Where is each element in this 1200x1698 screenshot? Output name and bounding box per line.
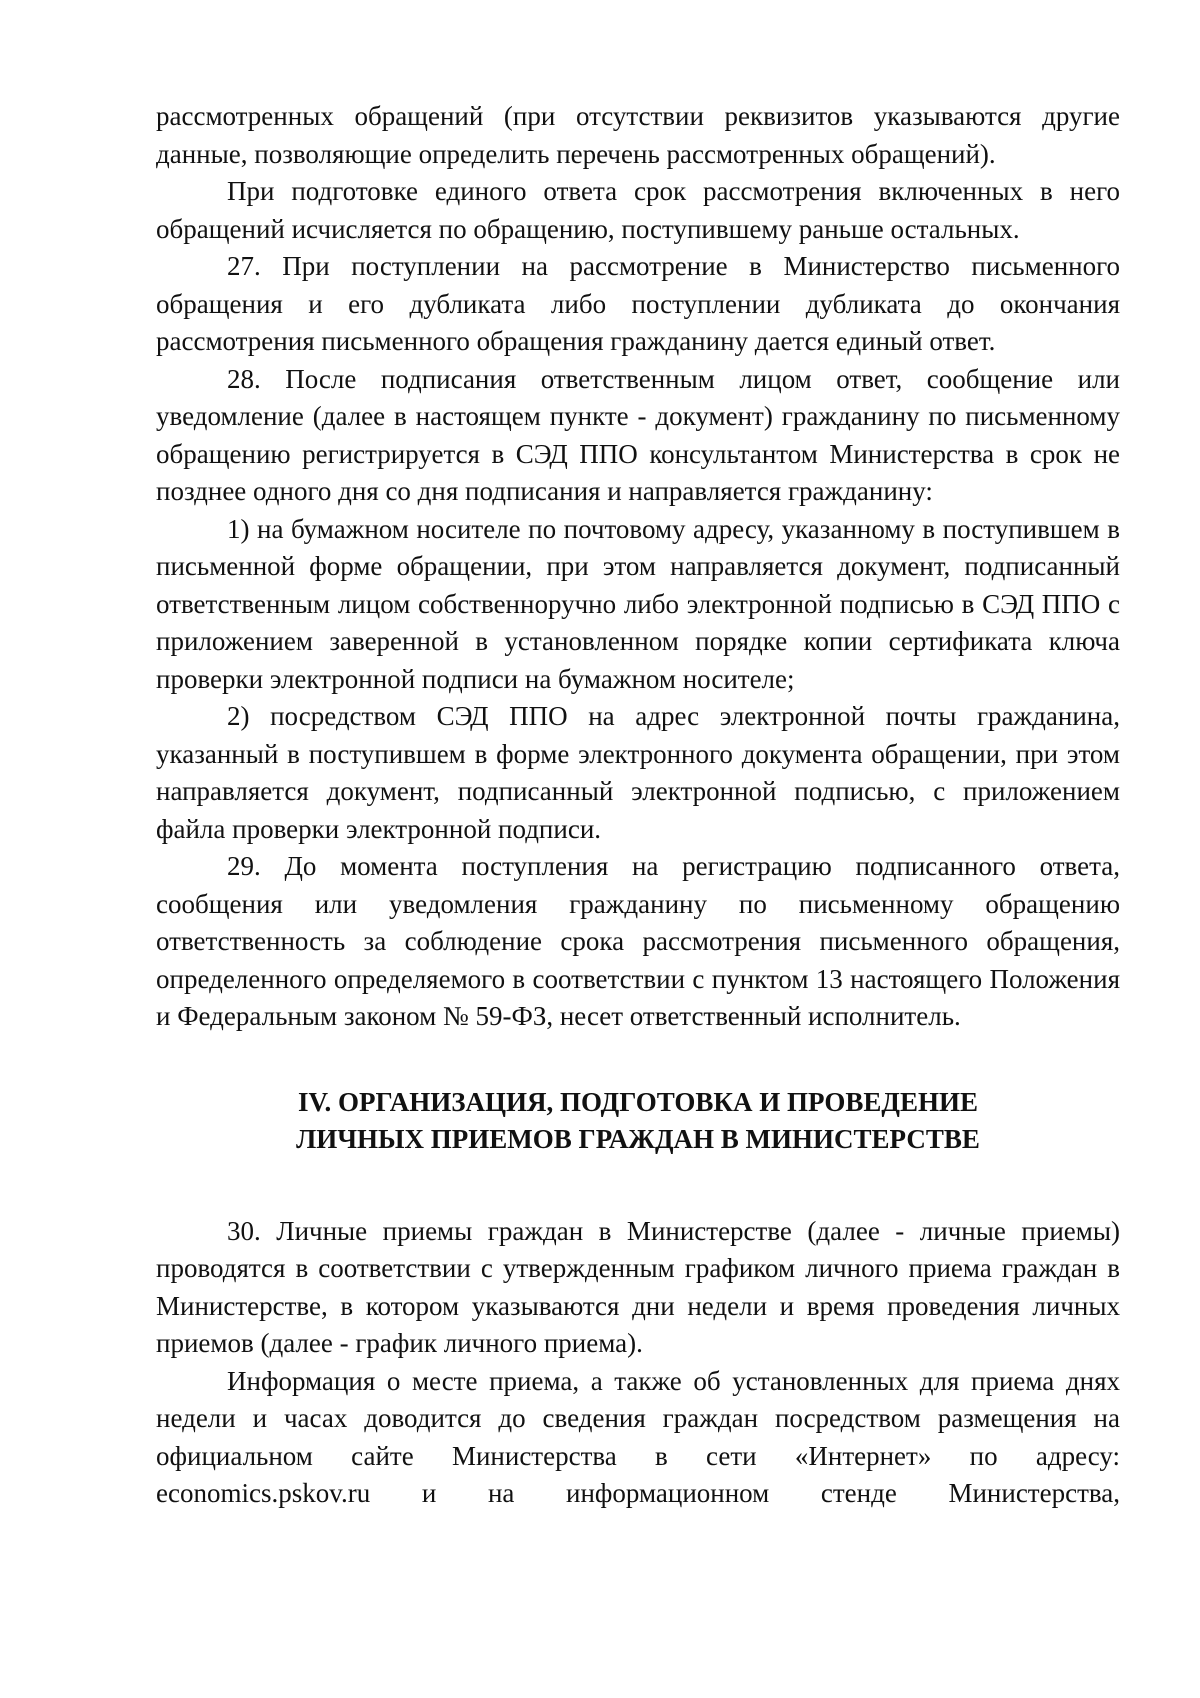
paragraph-info: Информация о месте приема, а также об установленных для приема днях недели и часах доводится до сведения граждан посредством размещения на официальном сайте Министерства в сети «Интернет» по адресу: economics.pskov.ru и на информационном стенде Министерства,	[156, 1365, 1120, 1508]
section-heading-line-1: IV. ОРГАНИЗАЦИЯ, ПОДГОТОВКА И ПРОВЕДЕНИЕ	[298, 1086, 978, 1117]
document-page	[156, 98, 1120, 1513]
paragraph-28: 28. После подписания ответственным лицом ответ, сообщение или уведомление (далее в настоящем пункте - документ) гражданину по письменному обращению регистрируется в СЭД ППО консультантом Министерства в срок не позднее одного дня со дня подписания и направляется гражданину:	[156, 363, 1120, 506]
paragraph-30: 30. Личные приемы граждан в Министерстве (далее - личные приемы) проводятся в соответствии с утвержденным графиком личного приема граждан в Министерстве, в котором указываются дни недели и время проведения личных приемов (далее - график личного приема).	[156, 1215, 1120, 1358]
paragraph-29: 29. До момента поступления на регистрацию подписанного ответа, сообщения или уведомления гражданину по письменному обращению ответственность за соблюдение срока рассмотрения письменного обращения, определенного определяемого в соответствии с пунктом 13 настоящего Положения и Федеральным законом № 59-ФЗ, несет ответственный исполнитель.	[156, 851, 1120, 1031]
paragraph-continued: рассмотренных обращений (при отсутствии реквизитов указываются другие данные, позволяющие определить перечень рассмотренных обращений).	[156, 101, 1120, 169]
paragraph-28-item-2: 2) посредством СЭД ППО на адрес электронной почты гражданина, указанный в поступившем в форме электронного документа обращении, при этом направляется документ, подписанный электронной подписью, с приложением файла проверки электронной подписи.	[156, 701, 1120, 844]
paragraph-27: 27. При поступлении на рассмотрение в Министерство письменного обращения и его дубликата либо поступлении дубликата до окончания рассмотрения письменного обращения гражданину дается единый ответ.	[156, 251, 1120, 356]
section-heading-line-2: ЛИЧНЫХ ПРИЕМОВ ГРАЖДАН В МИНИСТЕРСТВЕ	[296, 1124, 980, 1154]
paragraph-28-item-1: 1) на бумажном носителе по почтовому адресу, указанному в поступившем в письменной форме обращении, при этом направляется документ, подписанный ответственным лицом собственноручно либо электронной подписью в СЭД ППО с приложением заверенной в установленном порядке копии сертификата ключа проверки электронной подписи на бумажном носителе;	[156, 513, 1120, 694]
section-heading	[156, 1084, 1120, 1159]
paragraph-single-answer: При подготовке единого ответа срок рассмотрения включенных в него обращений исчисляется по обращению, поступившему раньше остальных.	[156, 176, 1120, 244]
